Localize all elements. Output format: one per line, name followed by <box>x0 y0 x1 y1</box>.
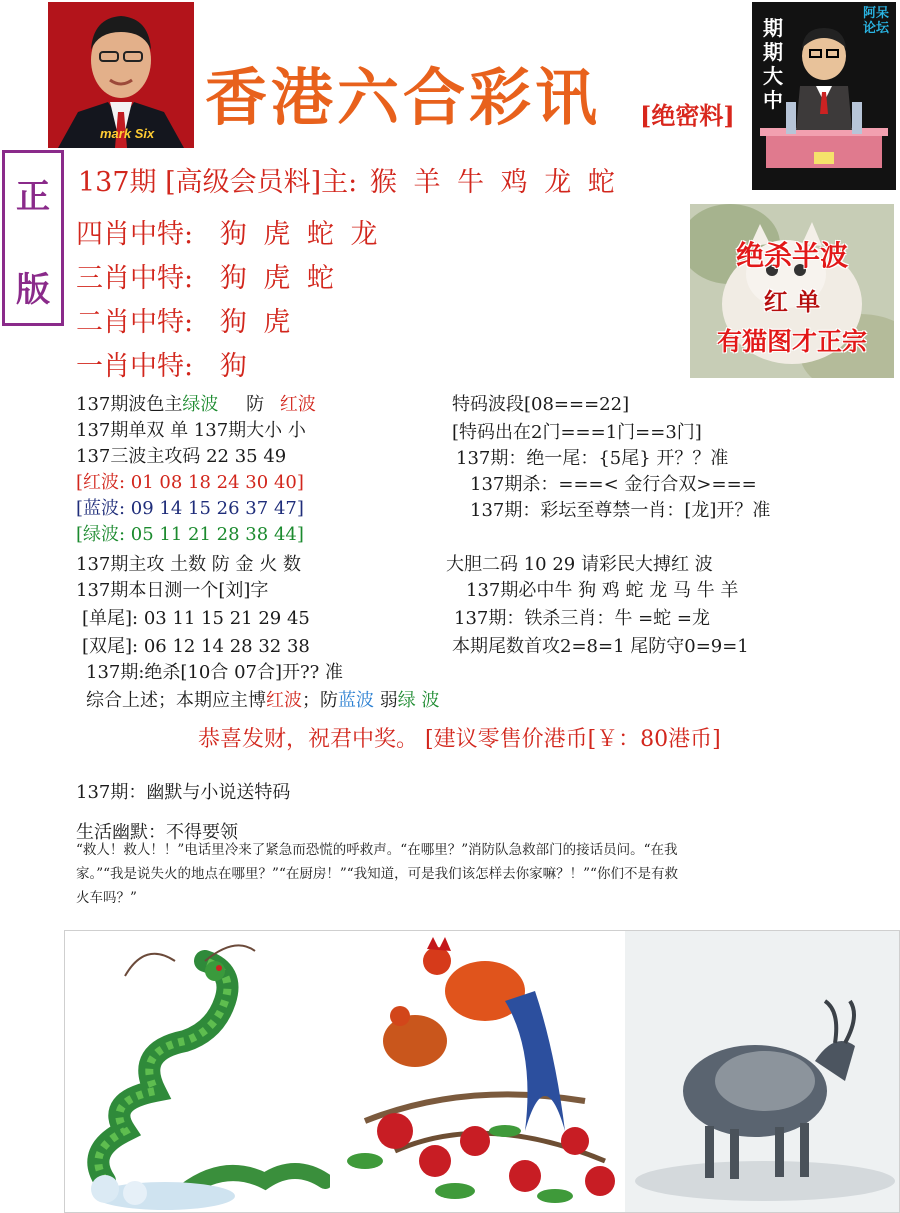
pick-three-label: 三肖中特: <box>76 263 194 294</box>
pick-two-label: 二肖中特: <box>76 307 194 338</box>
pick-one <box>76 344 247 383</box>
kill-line: 137期:绝杀[10合 07合]开?? 准 <box>86 662 344 683</box>
pick-one-label: 一肖中特: <box>76 351 194 382</box>
summary-line <box>86 686 439 712</box>
member-animals: 猴 羊 牛 鸡 龙 蛇 <box>369 167 619 198</box>
member-prefix: 137期 [高级会员料]主: <box>78 167 358 198</box>
wave-main: 绿波 <box>182 394 219 415</box>
test-char-line: 137期本日测一个[刘]字 <box>76 580 269 601</box>
page-subtitle: [绝密料] <box>640 101 735 130</box>
story-body-line2: 家。”“我是说失火的地点在哪里？”“在厨房！”“我知道，可是我们该怎样去你家嘛？！”“你们不是有救 <box>76 866 678 882</box>
story-heading: 137期：幽默与小说送特码 <box>76 782 291 803</box>
pick-two-value: 狗 虎 <box>219 307 295 338</box>
tail-line: 137期：绝一尾：{5尾} 开？？准 <box>456 448 729 469</box>
cartoon-figure-image <box>752 2 896 190</box>
summary-mid: ；防 <box>302 690 338 711</box>
single-tail-line: [单尾]: 03 11 15 21 29 45 <box>82 608 310 629</box>
story-body <box>76 838 866 910</box>
story-body-line3: 火车吗？” <box>76 890 137 906</box>
cartoon-sign: 阿呆论坛 <box>862 6 889 36</box>
cat-promo-panel <box>690 204 894 378</box>
pick-three-value: 狗 虎 蛇 <box>219 263 338 294</box>
rooster-image <box>330 931 620 1213</box>
wave-guard: 防 <box>246 394 265 415</box>
iron-kill-line: 137期：铁杀三肖：牛 =蛇 =龙 <box>454 608 710 629</box>
must-win-line: 137期必中牛 狗 鸡 蛇 龙 马 牛 羊 <box>466 580 739 601</box>
goat-image <box>625 931 900 1213</box>
portrait-photo <box>48 2 194 148</box>
main-attack-line: 137期主攻 土数 防 金 火 数 <box>76 554 301 575</box>
pick-two <box>76 300 294 339</box>
segment-line: 特码波段[08===22] <box>452 394 630 415</box>
two-codes-line: 大胆二码 10 29 请彩民大搏红 波 <box>446 554 713 575</box>
wave-prefix: 137期波色主 <box>76 394 183 415</box>
wave-guard-color: 红波 <box>279 394 316 415</box>
story-title: 生活幽默：不得要领 <box>76 822 238 843</box>
member-line <box>78 160 619 199</box>
mark-six-logo: mark Six <box>100 126 155 141</box>
double-tail-line: [双尾]: 06 12 14 28 32 38 <box>82 636 310 657</box>
cat-panel-line3: 有猫图才正宗 <box>716 327 867 356</box>
blue-wave-line: [蓝波: 09 14 15 26 37 47] <box>76 498 304 519</box>
tail-attack-line: 本期尾数首攻2=8=1 尾防守0=9=1 <box>452 636 749 657</box>
badge-char-ban: 版 <box>16 270 50 310</box>
three-wave-line: 137三波主攻码 22 35 49 <box>76 446 287 467</box>
zodiac-gallery <box>64 930 900 1213</box>
pick-one-value: 狗 <box>219 351 247 382</box>
cat-panel-line1: 绝杀半波 <box>735 239 848 272</box>
doors-line: [特码出在2门===1门==3门] <box>452 422 702 443</box>
cartoon-text: 期期大中 <box>763 16 783 112</box>
summary-red: 红波 <box>266 690 302 711</box>
summary-green: 绿 波 <box>397 690 440 711</box>
forbid-line: 137期：彩坛至尊禁一肖：[龙]开？准 <box>470 500 771 521</box>
red-wave-line: [红波: 01 08 18 24 30 40] <box>76 472 304 493</box>
summary-prefix: 综合上述；本期应主博 <box>86 690 266 711</box>
pick-three <box>76 256 338 295</box>
gallery-art <box>65 931 900 1213</box>
pick-four-value: 狗 虎 蛇 龙 <box>219 219 382 250</box>
kill-elem-line: 137期杀：===< 金行合双>=== <box>470 474 757 495</box>
green-wave-line: [绿波: 05 11 21 28 38 44] <box>76 524 304 545</box>
story-body-line1: “救人！救人！！”电话里冷来了紧急而恐慌的呼救声。“在哪里？”消防队急救部门的接话员问。“在我 <box>76 842 678 858</box>
congrats-line: 恭喜发财，祝君中奖。 [建议零售价港币[￥：80港币] <box>198 727 721 752</box>
summary-blue: 蓝波 <box>338 690 374 711</box>
page-title: 香港六合彩讯 <box>205 61 602 134</box>
summary-weak: 弱 <box>374 690 398 711</box>
pick-four-label: 四肖中特: <box>76 219 194 250</box>
zheng-ban-badge <box>2 150 64 326</box>
wave-color-line <box>76 390 316 416</box>
single-double-line: 137期单双 单 137期大小 小 <box>76 420 306 441</box>
badge-char-zheng: 正 <box>16 177 50 217</box>
pick-four <box>76 212 381 251</box>
cat-panel-line2: 红 单 <box>763 287 821 316</box>
